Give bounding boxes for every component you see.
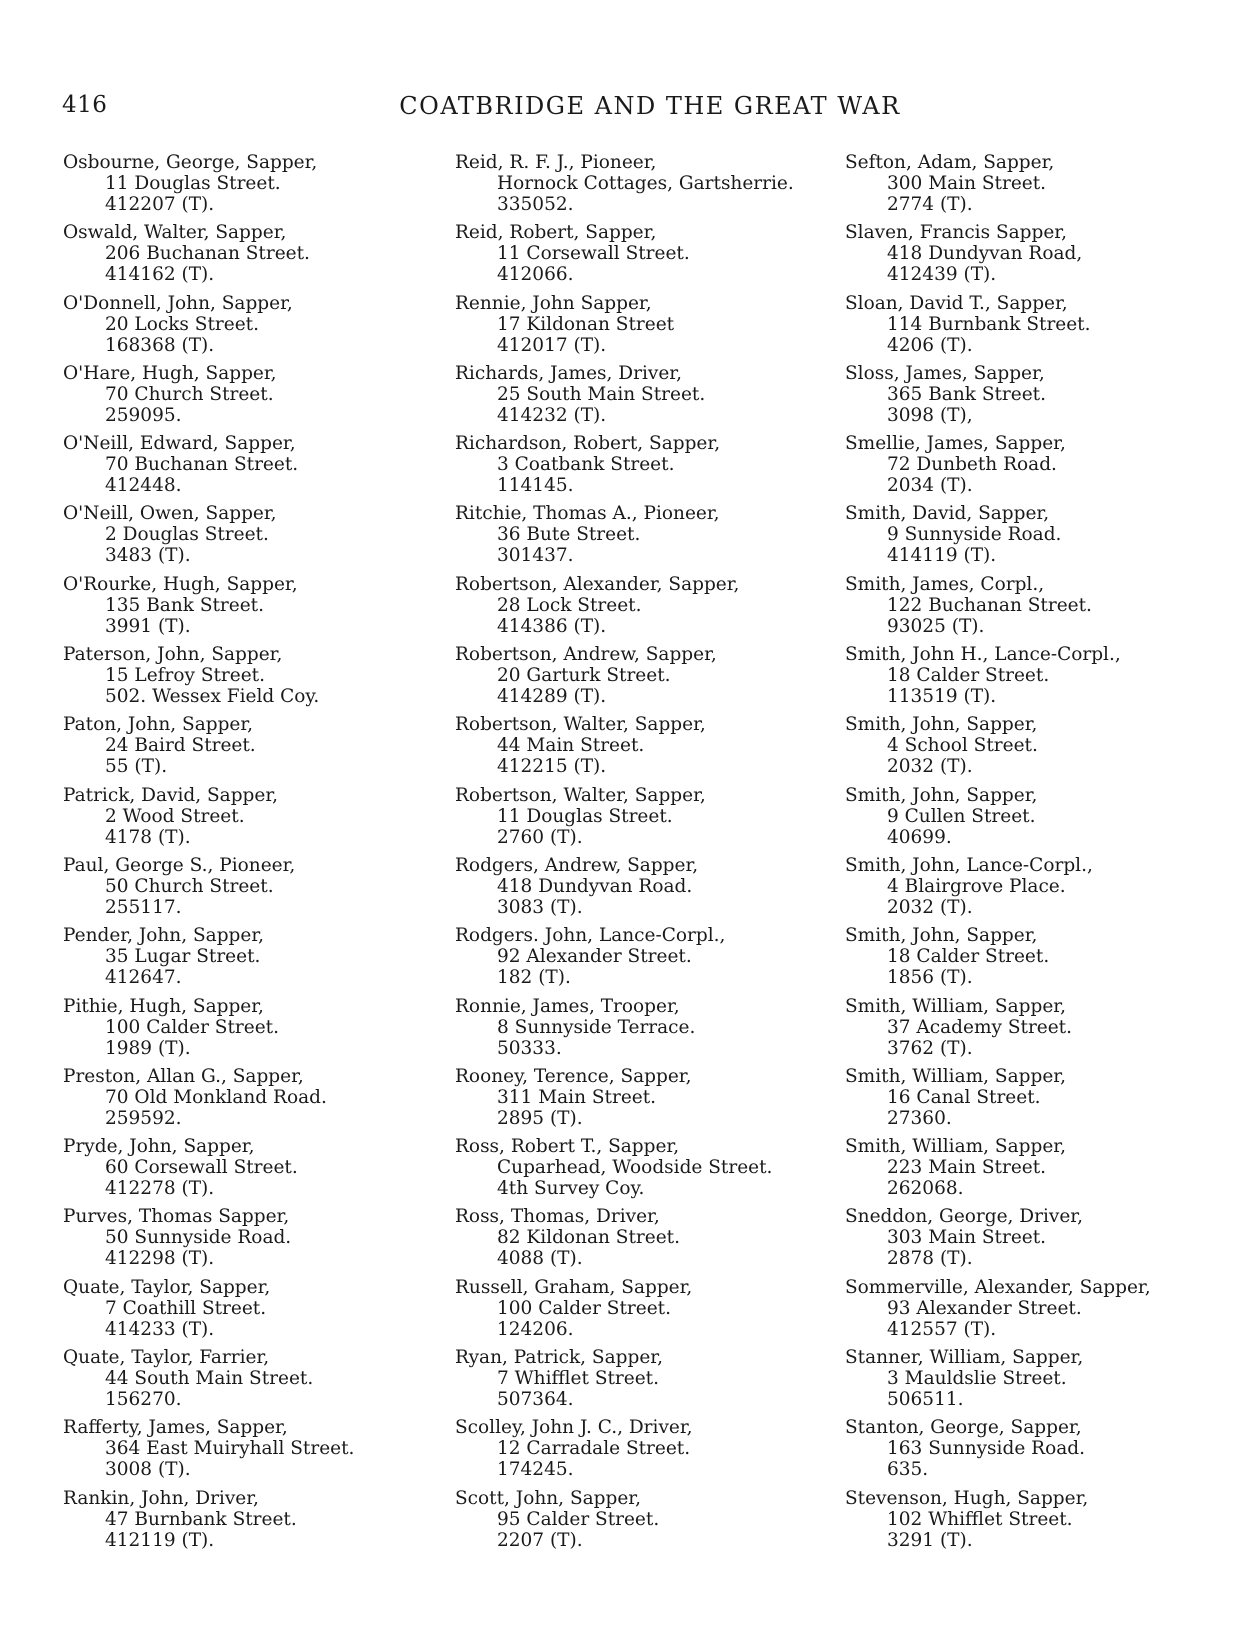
entry-address: 50 Church Street. xyxy=(105,875,274,897)
entry-address: 311 Main Street. xyxy=(497,1086,657,1108)
list-entry xyxy=(63,714,443,777)
entry-address: 7 Whifflet Street. xyxy=(497,1368,659,1390)
entry-number: 168368 (T). xyxy=(105,334,215,356)
entry-number: 414232 (T). xyxy=(497,404,607,426)
entry-address: 418 Dundyvan Road. xyxy=(497,875,693,897)
entry-address: 15 Lefroy Street. xyxy=(105,665,265,687)
entry-number: 2207 (T). xyxy=(497,1529,583,1551)
entry-name: Ritchie, Thomas A., Pioneer, xyxy=(455,503,720,525)
list-entry xyxy=(845,1347,1230,1410)
entry-address: 20 Locks Street. xyxy=(105,313,259,335)
entry-name: Smith, William, Sapper, xyxy=(845,1065,1066,1087)
entry-address: 114 Burnbank Street. xyxy=(887,313,1091,335)
entry-number: 412278 (T). xyxy=(105,1178,215,1200)
entry-name: O'Donnell, John, Sapper, xyxy=(63,292,293,314)
entry-name: Richards, James, Driver, xyxy=(455,362,682,384)
list-entry xyxy=(845,503,1230,566)
entry-address: 50 Sunnyside Road. xyxy=(105,1227,292,1249)
entry-address: 20 Garturk Street. xyxy=(497,665,671,687)
entry-name: Sommerville, Alexander, Sapper, xyxy=(845,1276,1151,1298)
list-entry xyxy=(63,574,443,637)
entry-name: Osbourne, George, Sapper, xyxy=(63,152,318,173)
list-entry xyxy=(455,996,835,1059)
list-entry xyxy=(455,222,835,285)
list-entry xyxy=(845,1066,1230,1129)
entry-name: Purves, Thomas Sapper, xyxy=(63,1206,290,1228)
entry-number: 50333. xyxy=(497,1037,562,1059)
entry-number: 113519 (T). xyxy=(887,686,997,708)
entry-address: 28 Lock Street. xyxy=(497,594,642,616)
entry-number: 412215 (T). xyxy=(497,756,607,778)
entry-address: 70 Old Monkland Road. xyxy=(105,1086,327,1108)
entry-address: 82 Kildonan Street. xyxy=(497,1227,680,1249)
list-entry xyxy=(455,503,835,566)
entry-number: 156270. xyxy=(105,1389,182,1411)
entry-address: 4 Blairgrove Place. xyxy=(887,875,1066,897)
entry-name: Paton, John, Sapper, xyxy=(63,714,254,736)
list-entry xyxy=(63,222,443,285)
entry-address: 95 Calder Street. xyxy=(497,1508,660,1530)
entry-address: Hornock Cottages, Gartsherrie. xyxy=(497,173,794,194)
entry-number: 412557 (T). xyxy=(887,1318,997,1340)
entry-address: 11 Corsewall Street. xyxy=(497,243,690,265)
entry-name: Scolley, John J. C., Driver, xyxy=(455,1417,693,1439)
entry-number: 412017 (T). xyxy=(497,334,607,356)
list-entry xyxy=(63,1136,443,1199)
entry-name: Smith, John H., Lance-Corpl., xyxy=(845,644,1121,666)
entry-number: 40699. xyxy=(887,826,952,848)
list-entry xyxy=(455,1066,835,1129)
entry-address: 206 Buchanan Street. xyxy=(105,243,310,265)
entry-name: Preston, Allan G., Sapper, xyxy=(63,1065,304,1087)
entry-address: 17 Kildonan Street xyxy=(497,313,675,335)
list-entry xyxy=(845,925,1230,988)
entry-name: Oswald, Walter, Sapper, xyxy=(63,222,287,244)
list-entry xyxy=(845,1277,1230,1340)
entry-number: 174245. xyxy=(497,1459,574,1481)
list-entry xyxy=(845,433,1230,496)
list-entry xyxy=(63,1488,443,1551)
entry-name: Ronnie, James, Trooper, xyxy=(455,995,680,1017)
list-entry xyxy=(63,1347,443,1410)
list-entry xyxy=(455,644,835,707)
entry-number: 414289 (T). xyxy=(497,686,607,708)
entry-number: 4th Survey Coy. xyxy=(497,1178,645,1200)
entry-address: 7 Coathill Street. xyxy=(105,1297,267,1319)
entry-name: Smith, John, Sapper, xyxy=(845,784,1038,806)
entry-address: 223 Main Street. xyxy=(887,1157,1047,1179)
entry-name: Sneddon, George, Driver, xyxy=(845,1206,1083,1228)
entry-number: 4088 (T). xyxy=(497,1248,583,1270)
list-entry xyxy=(455,1277,835,1340)
entry-number: 124206. xyxy=(497,1318,574,1340)
entry-address: 60 Corsewall Street. xyxy=(105,1157,298,1179)
list-entry xyxy=(63,433,443,496)
list-entry xyxy=(845,1417,1230,1480)
entry-name: Paterson, John, Sapper, xyxy=(63,644,283,666)
list-entry xyxy=(63,785,443,848)
list-entry xyxy=(455,433,835,496)
entry-address: 100 Calder Street. xyxy=(105,1016,279,1038)
entry-address: 11 Douglas Street. xyxy=(497,805,673,827)
list-entry xyxy=(455,925,835,988)
entry-number: 182 (T). xyxy=(497,967,571,989)
entry-address: 163 Sunnyside Road. xyxy=(887,1438,1085,1460)
page-number: 416 xyxy=(62,92,108,118)
entry-number: 2878 (T). xyxy=(887,1248,973,1270)
entry-name: Stanton, George, Sapper, xyxy=(845,1417,1082,1439)
list-entry xyxy=(845,222,1230,285)
list-entry xyxy=(63,855,443,918)
entry-address: 2 Douglas Street. xyxy=(105,524,269,546)
entry-name: Ross, Thomas, Driver, xyxy=(455,1206,660,1228)
entry-name: Robertson, Walter, Sapper, xyxy=(455,714,706,736)
entry-name: Russell, Graham, Sapper, xyxy=(455,1276,693,1298)
entry-address: 70 Church Street. xyxy=(105,383,274,405)
entry-number: 2032 (T). xyxy=(887,756,973,778)
list-entry xyxy=(845,152,1230,215)
list-entry xyxy=(845,714,1230,777)
entry-name: Scott, John, Sapper, xyxy=(455,1487,641,1509)
entry-address: 18 Calder Street. xyxy=(887,946,1050,968)
entry-name: Reid, Robert, Sapper, xyxy=(455,222,657,244)
list-entry xyxy=(455,785,835,848)
entry-name: Smith, John, Lance-Corpl., xyxy=(845,854,1093,876)
entry-address: 92 Alexander Street. xyxy=(497,946,692,968)
list-entry xyxy=(63,925,443,988)
entry-number: 259592. xyxy=(105,1107,182,1129)
list-entry xyxy=(845,1206,1230,1269)
entry-address: 47 Burnbank Street. xyxy=(105,1508,297,1530)
page-title: COATBRIDGE AND THE GREAT WAR xyxy=(399,92,901,120)
entry-address: 8 Sunnyside Terrace. xyxy=(497,1016,696,1038)
entry-name: Robertson, Alexander, Sapper, xyxy=(455,573,740,595)
entry-address: 44 South Main Street. xyxy=(105,1368,314,1390)
entry-number: 3098 (T), xyxy=(887,404,973,426)
entry-number: 412066. xyxy=(497,264,574,286)
entry-number: 259095. xyxy=(105,404,182,426)
entry-name: Ryan, Patrick, Sapper, xyxy=(455,1347,663,1369)
list-entry xyxy=(455,1347,835,1410)
entry-number: 2760 (T). xyxy=(497,826,583,848)
entry-number: 412119 (T). xyxy=(105,1529,215,1551)
entry-address: 3 Coatbank Street. xyxy=(497,454,675,476)
list-entry xyxy=(845,1136,1230,1199)
list-entry xyxy=(455,714,835,777)
entry-address: 25 South Main Street. xyxy=(497,383,706,405)
entry-number: 414162 (T). xyxy=(105,264,215,286)
entry-name: Rodgers. John, Lance-Corpl., xyxy=(455,925,726,947)
entry-name: Quate, Taylor, Farrier, xyxy=(63,1347,270,1369)
entry-address: 11 Douglas Street. xyxy=(105,173,281,194)
list-entry xyxy=(455,152,835,215)
list-entry xyxy=(63,293,443,356)
column-2 xyxy=(455,152,835,1558)
entry-number: 93025 (T). xyxy=(887,615,985,637)
entry-address: 4 School Street. xyxy=(887,735,1038,757)
entry-number: 1856 (T). xyxy=(887,967,973,989)
entry-name: Pithie, Hugh, Sapper, xyxy=(63,995,264,1017)
column-1 xyxy=(63,152,443,1558)
column-3 xyxy=(845,152,1230,1558)
entry-name: Smith, William, Sapper, xyxy=(845,995,1066,1017)
entry-address: 93 Alexander Street. xyxy=(887,1297,1082,1319)
entry-name: Stevenson, Hugh, Sapper, xyxy=(845,1487,1089,1509)
list-entry xyxy=(63,152,443,215)
entry-name: Rooney, Terence, Sapper, xyxy=(455,1065,692,1087)
entry-address: 36 Bute Street. xyxy=(497,524,641,546)
entry-number: 412647. xyxy=(105,967,182,989)
list-entry xyxy=(63,363,443,426)
list-entry xyxy=(455,574,835,637)
entry-address: 300 Main Street. xyxy=(887,173,1047,194)
entry-name: Robertson, Andrew, Sapper, xyxy=(455,644,717,666)
list-entry xyxy=(63,1277,443,1340)
entry-name: O'Rourke, Hugh, Sapper, xyxy=(63,573,298,595)
entry-name: Rennie, John Sapper, xyxy=(455,292,652,314)
entry-address: Cuparhead, Woodside Street. xyxy=(497,1157,773,1179)
entry-address: 9 Cullen Street. xyxy=(887,805,1036,827)
entry-number: 412439 (T). xyxy=(887,264,997,286)
entry-name: Ross, Robert T., Sapper, xyxy=(455,1136,680,1158)
list-entry xyxy=(455,1136,835,1199)
list-entry xyxy=(845,855,1230,918)
entry-number: 635. xyxy=(887,1459,929,1481)
entry-name: Smith, William, Sapper, xyxy=(845,1136,1066,1158)
entry-address: 70 Buchanan Street. xyxy=(105,454,299,476)
entry-address: 100 Calder Street. xyxy=(497,1297,671,1319)
entry-address: 122 Buchanan Street. xyxy=(887,594,1092,616)
entry-name: O'Neill, Edward, Sapper, xyxy=(63,433,296,455)
entry-address: 18 Calder Street. xyxy=(887,665,1050,687)
entry-number: 4178 (T). xyxy=(105,826,191,848)
entry-number: 55 (T). xyxy=(105,756,168,778)
entry-name: Pender, John, Sapper, xyxy=(63,925,265,947)
entry-name: Slaven, Francis Sapper, xyxy=(845,222,1067,244)
list-entry xyxy=(63,1417,443,1480)
entry-number: 1989 (T). xyxy=(105,1037,191,1059)
list-entry xyxy=(845,363,1230,426)
entry-name: Smith, John, Sapper, xyxy=(845,925,1038,947)
entry-number: 3008 (T). xyxy=(105,1459,191,1481)
entry-address: 9 Sunnyside Road. xyxy=(887,524,1062,546)
entry-number: 414386 (T). xyxy=(497,615,607,637)
entry-number: 301437. xyxy=(497,545,574,567)
list-entry xyxy=(455,1206,835,1269)
entry-name: Sloan, David T., Sapper, xyxy=(845,292,1068,314)
entry-address: 102 Whifflet Street. xyxy=(887,1508,1073,1530)
entry-name: Smellie, James, Sapper, xyxy=(845,433,1066,455)
entry-name: Pryde, John, Sapper, xyxy=(63,1136,255,1158)
entry-name: Robertson, Walter, Sapper, xyxy=(455,784,706,806)
entry-name: Rafferty, James, Sapper, xyxy=(63,1417,288,1439)
entry-number: 4206 (T). xyxy=(887,334,973,356)
entry-address: 37 Academy Street. xyxy=(887,1016,1072,1038)
entry-address: 24 Baird Street. xyxy=(105,735,256,757)
entry-name: Patrick, David, Sapper, xyxy=(63,784,279,806)
entry-name: Paul, George S., Pioneer, xyxy=(63,854,296,876)
entry-number: 114145. xyxy=(497,475,574,497)
entry-number: 3083 (T). xyxy=(497,896,583,918)
list-entry xyxy=(455,1488,835,1551)
entry-number: 2034 (T). xyxy=(887,475,973,497)
entry-name: Smith, James, Corpl., xyxy=(845,573,1045,595)
entry-number: 2895 (T). xyxy=(497,1107,583,1129)
entry-address: 35 Lugar Street. xyxy=(105,946,261,968)
entry-address: 365 Bank Street. xyxy=(887,383,1046,405)
entry-address: 303 Main Street. xyxy=(887,1227,1047,1249)
entry-number: 3291 (T). xyxy=(887,1529,973,1551)
entry-address: 2 Wood Street. xyxy=(105,805,245,827)
list-entry xyxy=(845,1488,1230,1551)
entry-name: Richardson, Robert, Sapper, xyxy=(455,433,721,455)
entry-address: 135 Bank Street. xyxy=(105,594,264,616)
list-entry xyxy=(455,293,835,356)
list-entry xyxy=(63,503,443,566)
list-entry xyxy=(845,644,1230,707)
list-entry xyxy=(455,363,835,426)
entry-address: 44 Main Street. xyxy=(497,735,645,757)
list-entry xyxy=(845,785,1230,848)
entry-number: 262068. xyxy=(887,1178,964,1200)
entry-number: 3762 (T). xyxy=(887,1037,973,1059)
entry-name: Rankin, John, Driver, xyxy=(63,1487,259,1509)
entry-name: Reid, R. F. J., Pioneer, xyxy=(455,152,657,173)
list-entry xyxy=(63,644,443,707)
list-entry xyxy=(845,293,1230,356)
entry-name: Quate, Taylor, Sapper, xyxy=(63,1276,271,1298)
entry-name: Smith, David, Sapper, xyxy=(845,503,1050,525)
entry-number: 414119 (T). xyxy=(887,545,997,567)
entry-address: 12 Carradale Street. xyxy=(497,1438,691,1460)
list-entry xyxy=(845,574,1230,637)
entry-address: 16 Canal Street. xyxy=(887,1086,1041,1108)
entry-address: 3 Mauldslie Street. xyxy=(887,1368,1067,1390)
entry-address: 72 Dunbeth Road. xyxy=(887,454,1057,476)
entry-number: 412207 (T). xyxy=(105,194,215,215)
list-entry xyxy=(455,1417,835,1480)
entry-number: 412298 (T). xyxy=(105,1248,215,1270)
entry-name: Rodgers, Andrew, Sapper, xyxy=(455,854,699,876)
entry-name: Sefton, Adam, Sapper, xyxy=(845,152,1055,173)
entry-number: 255117. xyxy=(105,896,182,918)
list-entry xyxy=(63,996,443,1059)
entry-number: 502. Wessex Field Coy. xyxy=(105,686,320,708)
entry-number: 412448. xyxy=(105,475,182,497)
entry-number: 507364. xyxy=(497,1389,574,1411)
entry-number: 414233 (T). xyxy=(105,1318,215,1340)
entry-name: O'Neill, Owen, Sapper, xyxy=(63,503,277,525)
entry-number: 335052. xyxy=(497,194,574,215)
entry-name: Stanner, William, Sapper, xyxy=(845,1347,1084,1369)
entry-name: Smith, John, Sapper, xyxy=(845,714,1038,736)
list-entry xyxy=(845,996,1230,1059)
entry-address: 418 Dundyvan Road, xyxy=(887,243,1083,265)
entry-name: Sloss, James, Sapper, xyxy=(845,362,1045,384)
entry-address: 364 East Muiryhall Street. xyxy=(105,1438,355,1460)
list-entry xyxy=(63,1206,443,1269)
list-entry xyxy=(455,855,835,918)
entry-name: O'Hare, Hugh, Sapper, xyxy=(63,362,277,384)
entry-number: 2774 (T). xyxy=(887,194,973,215)
entry-number: 3483 (T). xyxy=(105,545,191,567)
entry-number: 3991 (T). xyxy=(105,615,191,637)
entry-number: 2032 (T). xyxy=(887,896,973,918)
entry-number: 27360. xyxy=(887,1107,952,1129)
entry-number: 506511. xyxy=(887,1389,964,1411)
list-entry xyxy=(63,1066,443,1129)
